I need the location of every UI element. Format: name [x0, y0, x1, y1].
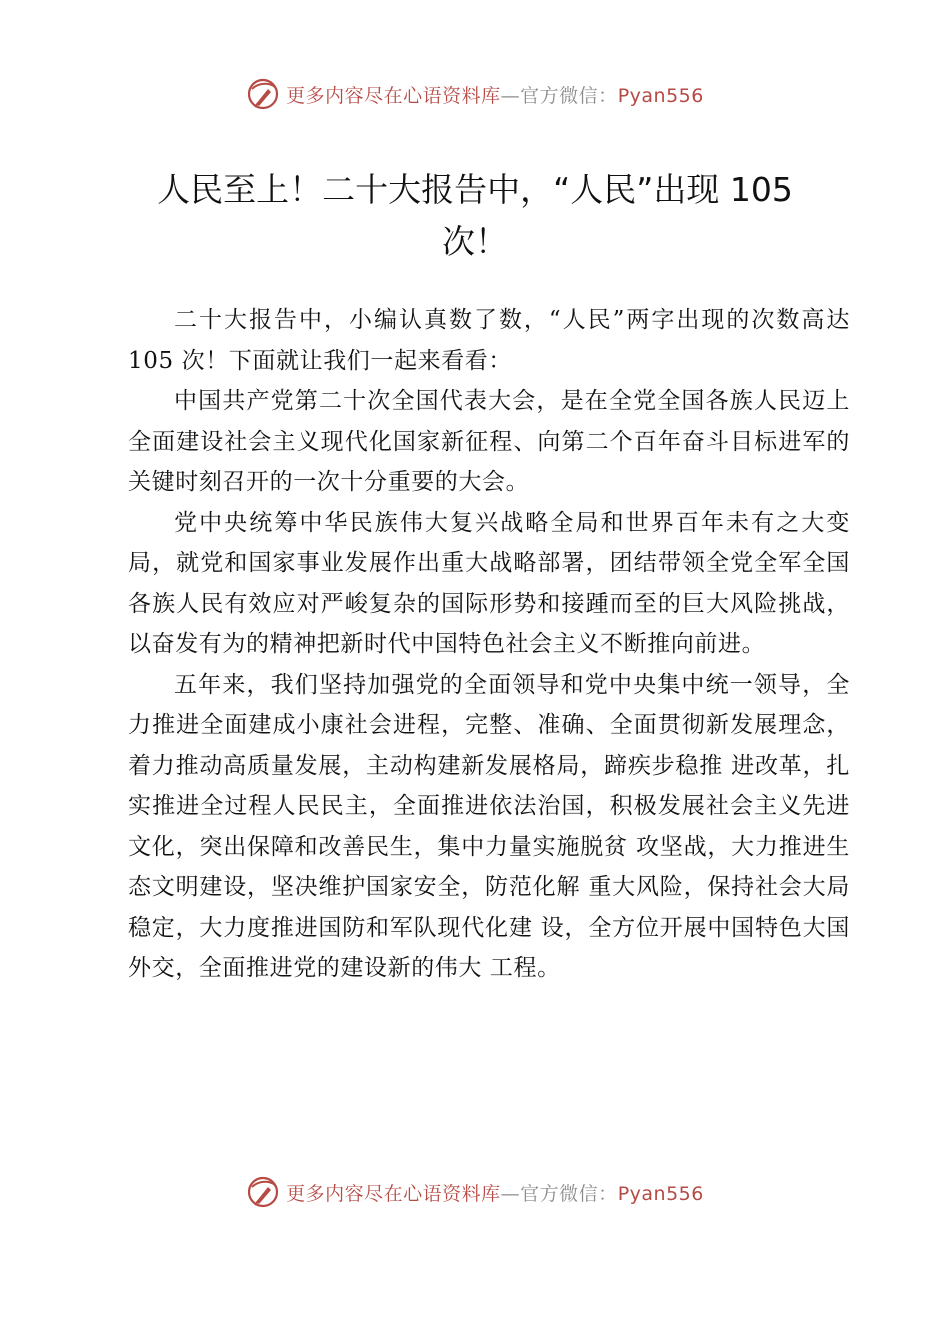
- banner-text: 更多内容尽在心语资料库—官方微信：Pyan556: [286, 84, 704, 107]
- quill-pen-logo-icon: [246, 1175, 280, 1209]
- banner-text: 更多内容尽在心语资料库—官方微信：Pyan556: [286, 1182, 704, 1205]
- footer-banner: [0, 1172, 950, 1212]
- paragraph: 党中央统筹中华民族伟大复兴战略全局和世界百年未有之大变局，就党和国家事业发展作出重大战略部署，团结带领全党全军全国各族人民有效应对严峻复杂的国际形势和接踵而至的巨大风险挑战，以奋发有为的精神把新时代中国特色社会主义不断推向前进。: [128, 509, 850, 657]
- paragraph: 五年来，我们坚持加强党的全面领导和党中央集中统一领导，全力推进全面建成小康社会进程，完整、准确、全面贯彻新发展理念，着力推动高质量发展，主动构建新发展格局，蹄疾步稳推 进改革，扎实推进全过程人民民主，全面推进依法治国，积极发展社会主义先进文化，突出保障和改善民生，集中力量实施脱贫 攻坚战，大力推进生态文明建设，坚决维护国家安全，防范化解 重大风险，保持社会大局稳定，大力度推进国防和军队现代化建 设，全方位开展中国特色大国外交，全面推进党的建设新的伟大 工程。: [128, 671, 850, 981]
- article-body: [128, 300, 850, 989]
- quill-pen-logo-icon: [246, 77, 280, 111]
- paragraph: 二十大报告中，小编认真数了数，“人民”两字出现的次数高达 105 次！下面就让我们一起来看看：: [128, 307, 850, 374]
- paragraph: 中国共产党第二十次全国代表大会，是在全党全国各族人民迈上全面建设社会主义现代化国家新征程、向第二个百年奋斗目标进军的关键时刻召开的一次十分重要的大会。: [128, 388, 850, 495]
- header-banner: [0, 74, 950, 114]
- document-title: 人民至上！二十大报告中，“人民”出现 105 次！: [157, 170, 793, 261]
